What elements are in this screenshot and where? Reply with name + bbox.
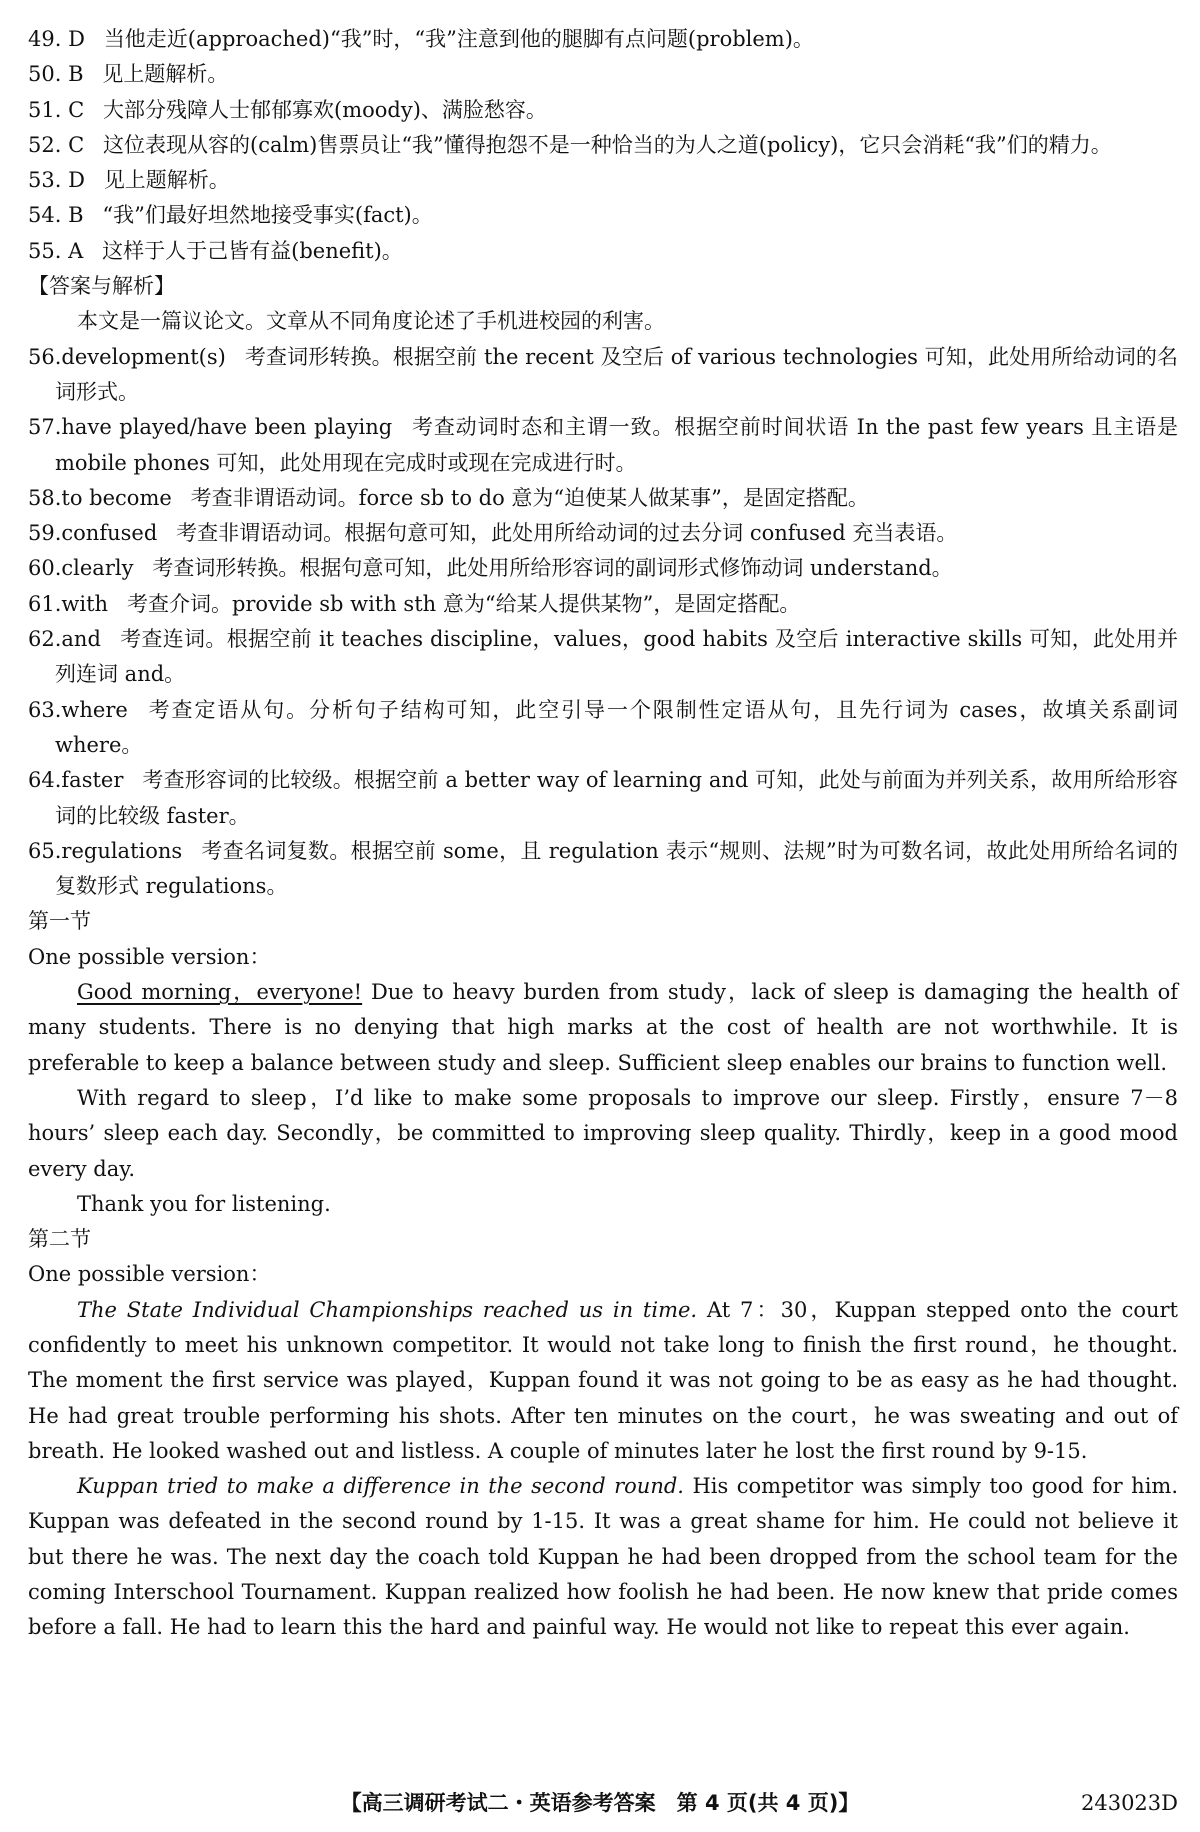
section2-version-label: One possible version： [28, 1262, 271, 1287]
section1-paragraph-1 [28, 975, 1178, 1081]
answer-number: 56. [28, 344, 62, 369]
answer-explanation: 考查连词。根据空前 it teaches discipline，values，good habits 及空后 interactive skills 可知，此处用并列连词 and。 [55, 627, 1178, 687]
answer-item [28, 587, 1178, 622]
answer-item [28, 834, 1178, 905]
answer-number: 53. D [28, 168, 85, 193]
answer-word: and [61, 627, 101, 652]
answer-number: 63. [28, 697, 62, 722]
answer-number: 55. A [28, 238, 84, 263]
answer-number: 54. B [28, 203, 84, 228]
answer-list-part2 [28, 340, 1178, 905]
answer-word: where [61, 697, 128, 722]
answer-number: 58. [28, 485, 62, 510]
section2-paragraph-2 [28, 1469, 1178, 1645]
footer-code: 243023D [1080, 1791, 1178, 1815]
section1-version-label: One possible version： [28, 944, 271, 969]
answer-number: 65. [28, 838, 62, 863]
answer-explanation: 考查名词复数。根据空前 some，且 regulation 表示“规则、法规”时为可数名词，故此处用所给名词的复数形式 regulations。 [55, 838, 1178, 899]
answer-word: to become [61, 485, 172, 510]
answer-word: confused [61, 521, 158, 546]
answer-explanation: 考查介词。provide sb with sth 意为“给某人提供某物”，是固定搭配。 [126, 591, 801, 616]
answer-explanation: 见上题解析。 [103, 168, 230, 193]
section1-paragraph-1-text: Due to heavy burden from study，lack of sleep is damaging the health of many students. There is no denying that high marks at the cost of health are not worthwhile. It is preferable to keep a balance between study and sleep. Sufficient sleep enables our brains to function well. [28, 980, 1178, 1075]
answer-item [28, 481, 1178, 516]
answer-item [28, 340, 1178, 411]
answer-item [28, 763, 1178, 834]
answer-list-part1 [28, 22, 1178, 269]
section1-paragraph-2: With regard to sleep，I’d like to make some proposals to improve our sleep. Firstly，ensure 7－8 hours’ sleep each day. Secondly，be committed to improving sleep quality. Thirdly，keep in a good mood every day. [28, 1085, 1178, 1181]
answer-item [28, 516, 1178, 551]
answer-item [28, 693, 1178, 764]
answer-number: 60. [28, 556, 62, 581]
answer-analysis-heading: 【答案与解析】 [28, 274, 175, 299]
answer-explanation: 考查非谓语动词。force sb to do 意为“迫使某人做某事”，是固定搭配。 [190, 485, 869, 510]
answer-explanation: “我”们最好坦然地接受事实(fact)。 [102, 203, 433, 228]
answer-number: 62. [28, 627, 62, 652]
section2-heading: 第二节 [28, 1227, 91, 1252]
answer-number: 49. D [28, 27, 85, 51]
answer-explanation: 这样于人于己皆有益(benefit)。 [102, 238, 403, 263]
answer-item [28, 163, 1178, 198]
section2-paragraph-2-text: His competitor was simply too good for him. Kuppan was defeated in the second round by 1-15. It was a great shame for him. He could not believe it but there he was. The next day the coach told Kuppan he had been dropped from the school team for the coming Interschool Tournament. Kuppan realized how foolish he had been. He now knew that pride comes before a fall. He had to learn this the hard and painful way. He would not like to repeat this ever again. [28, 1474, 1178, 1640]
answer-number: 51. C [28, 97, 85, 122]
answer-explanation: 这位表现从容的(calm)售票员让“我”懂得抱怨不是一种恰当的为人之道(policy)，它只会消耗“我”们的精力。 [103, 132, 1112, 157]
answer-item [28, 22, 1178, 57]
answer-item [28, 198, 1178, 233]
answer-item [28, 622, 1178, 693]
answer-explanation: 考查动词时态和主谓一致。根据空前时间状语 In the past few years 且主语是 mobile phones 可知，此处用现在完成时或现在完成进行时。 [55, 415, 1178, 475]
answer-word: with [61, 591, 109, 616]
answer-number: 61. [28, 591, 62, 616]
answer-word: clearly [61, 556, 134, 581]
answer-word: development(s) [61, 344, 226, 369]
answer-explanation: 见上题解析。 [102, 62, 229, 87]
answer-item [28, 128, 1178, 163]
answer-explanation: 大部分残障人士郁郁寡欢(moody)、满脸愁容。 [103, 97, 547, 122]
answer-word: have played/have been playing [61, 415, 393, 440]
answer-item [28, 410, 1178, 481]
answer-word: faster [61, 768, 124, 793]
answer-item [28, 234, 1178, 269]
answer-item [28, 93, 1178, 128]
answer-explanation: 考查非谓语动词。根据句意可知，此处用所给动词的过去分词 confused 充当表语。 [176, 521, 958, 546]
answer-item [28, 57, 1178, 92]
answer-number: 64. [28, 768, 62, 793]
footer-title: 【高三调研考试二・英语参考答案 第 4 页(共 4 页)】 [340, 1791, 860, 1815]
answer-item [28, 551, 1178, 586]
page-content [28, 22, 1178, 1646]
answer-number: 59. [28, 521, 62, 546]
section1-heading: 第一节 [28, 909, 91, 934]
answer-explanation: 考查定语从句。分析句子结构可知，此空引导一个限制性定语从句，且先行词为 cases，故填关系副词 where。 [55, 697, 1178, 757]
passage-summary: 本文是一篇议论文。文章从不同角度论述了手机进校园的利害。 [77, 309, 665, 334]
section2-paragraph-1-lead: The State Individual Championships reached us in time. [77, 1297, 698, 1322]
section2-paragraph-1-text: At 7：30，Kuppan stepped onto the court confidently to meet his unknown competitor. It would not take long to finish the first round，he thought. The moment the first service was played，Kuppan found it was not going to be as easy as he had thought. He had great trouble performing his shots. After ten minutes on the court，he was sweating and out of breath. He looked washed out and listless. A couple of minutes later he lost the first round by 9-15. [28, 1297, 1178, 1463]
answer-number: 57. [28, 415, 62, 440]
answer-explanation: 当他走近(approached)“我”时，“我”注意到他的腿脚有点问题(problem)。 [103, 27, 814, 51]
section2-paragraph-2-lead: Kuppan tried to make a difference in the second round. [77, 1474, 684, 1499]
answer-number: 50. B [28, 62, 84, 87]
answer-explanation: 考查词形转换。根据句意可知，此处用所给形容词的副词形式修饰动词 understand。 [152, 556, 953, 581]
answer-number: 52. C [28, 132, 85, 157]
answer-explanation: 考查形容词的比较级。根据空前 a better way of learning and 可知，此处与前面为并列关系，故用所给形容词的比较级 faster。 [55, 768, 1178, 828]
section1-paragraph-3: Thank you for listening. [77, 1191, 331, 1216]
answer-word: regulations [61, 838, 183, 863]
answer-explanation: 考查词形转换。根据空前 the recent 及空后 of various technologies 可知，此处用所给动词的名词形式。 [55, 344, 1178, 404]
section1-greeting: Good morning，everyone! [77, 980, 363, 1005]
section2-paragraph-1 [28, 1293, 1178, 1469]
